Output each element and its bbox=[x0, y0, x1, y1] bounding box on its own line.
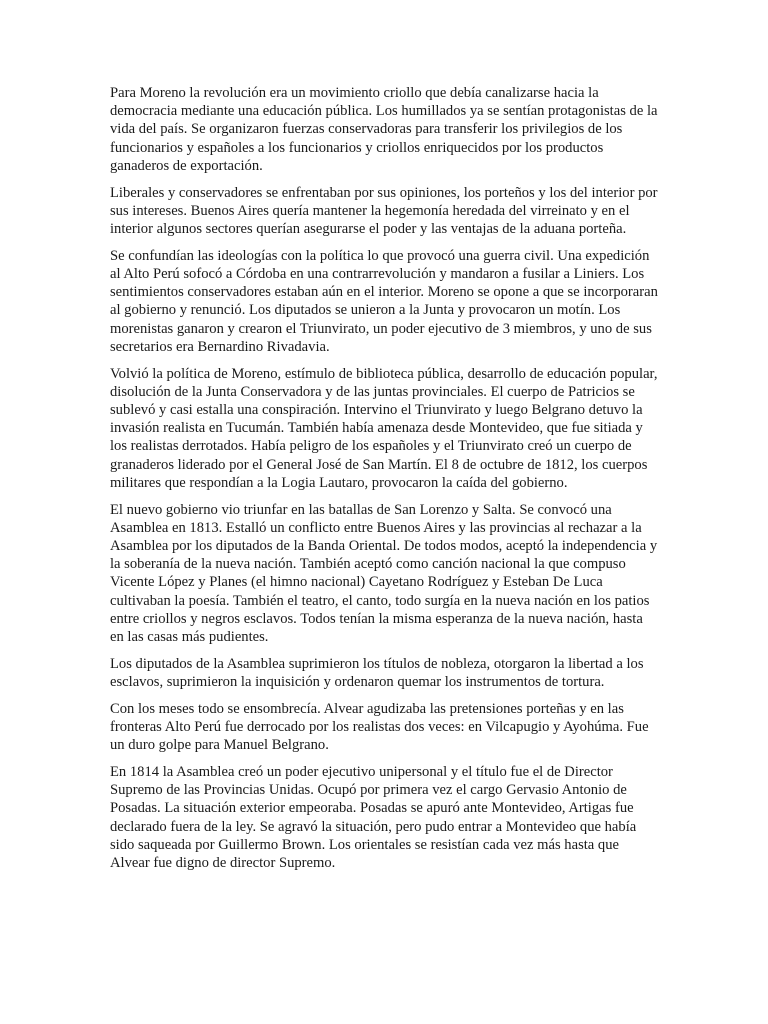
paragraph: Con los meses todo se ensombrecía. Alvear agudizaba las pretensiones porteñas y en las fronteras Alto Perú fue derrocado por los realistas dos veces: en Vilcapugio y Ayohúma. Fue un duro golpe para Manuel Belgrano. bbox=[110, 700, 649, 754]
document-page bbox=[110, 84, 658, 881]
paragraph: Para Moreno la revolución era un movimiento criollo que debía canalizarse hacia la democracia mediante una educación pública. Los humillados ya se sentían protagonistas de la vida del país. Se organizaron fuerzas conservadoras para transferir los privilegios de los funcionarios y españoles a los funcionarios y criollos enriquecidos por los productos ganaderos de exportación. bbox=[110, 85, 658, 174]
paragraph: Liberales y conservadores se enfrentaban por sus opiniones, los porteños y los del interior por sus intereses. Buenos Aires quería mantener la hegemonía heredada del virreinato y en el interior algunos sectores querían asegurarse el poder y las ventajas de la aduana porteña. bbox=[110, 184, 658, 238]
paragraph: Los diputados de la Asamblea suprimieron los títulos de nobleza, otorgaron la libertad a los esclavos, suprimieron la inquisición y ordenaron quemar los instrumentos de tortura. bbox=[110, 655, 644, 691]
paragraph: El nuevo gobierno vio triunfar en las batallas de San Lorenzo y Salta. Se convocó una Asamblea en 1813. Estalló un conflicto entre Buenos Aires y las provincias al rechazar a la Asamblea por los diputados de la Banda Oriental. De todos modos, aceptó la independencia y la soberanía de la nueva nación. También aceptó como canción nacional la que compuso Vicente López y Planes (el himno nacional) Cayetano Rodríguez y Esteban De Luca cultivaban la poesía. También el teatro, el canto, todo surgía en la nueva nación en los patios entre criollos y negros esclavos. Todos tenían la misma esperanza de la nueva nación, hasta en las casas más pudientes. bbox=[110, 501, 658, 646]
paragraph: En 1814 la Asamblea creó un poder ejecutivo unipersonal y el título fue el de Director Supremo de las Provincias Unidas. Ocupó por primera vez el cargo Gervasio Antonio de Posadas. La situación exterior empeoraba. Posadas se apuró ante Montevideo, Artigas fue declarado fuera de la ley. Se agravó la situación, pero pudo entrar a Montevideo que había sido saqueada por Guillermo Brown. Los orientales se resistían cada vez más hasta que Alvear fue digno de director Supremo. bbox=[110, 764, 637, 872]
paragraph: Volvió la política de Moreno, estímulo de biblioteca pública, desarrollo de educación popular, disolución de la Junta Conservadora y de las juntas provinciales. El cuerpo de Patricios se sublevó y casi estalla una conspiración. Intervino el Triunvirato y luego Belgrano detuvo la invasión realista en Tucumán. También había amenaza desde Montevideo, que fue sitiada y los realistas derrotados. Había peligro de los españoles y el Triunvirato creó un cuerpo de granaderos liderado por el General José de San Martín. El 8 de octubre de 1812, los cuerpos militares que respondían a la Logia Lautaro, provocaron la caída del gobierno. bbox=[110, 365, 658, 491]
paragraph: Se confundían las ideologías con la política lo que provocó una guerra civil. Una expedición al Alto Perú sofocó a Córdoba en una contrarrevolución y mandaron a fusilar a Liniers. Los sentimientos conservadores estaban aún en el interior. Moreno se opone a que se incorporaran al gobierno y renunció. Los diputados se unieron a la Junta y provocaron un motín. Los morenistas ganaron y crearon el Triunvirato, un poder ejecutivo de 3 miembros, y uno de sus secretarios era Bernardino Rivadavia. bbox=[110, 247, 658, 355]
